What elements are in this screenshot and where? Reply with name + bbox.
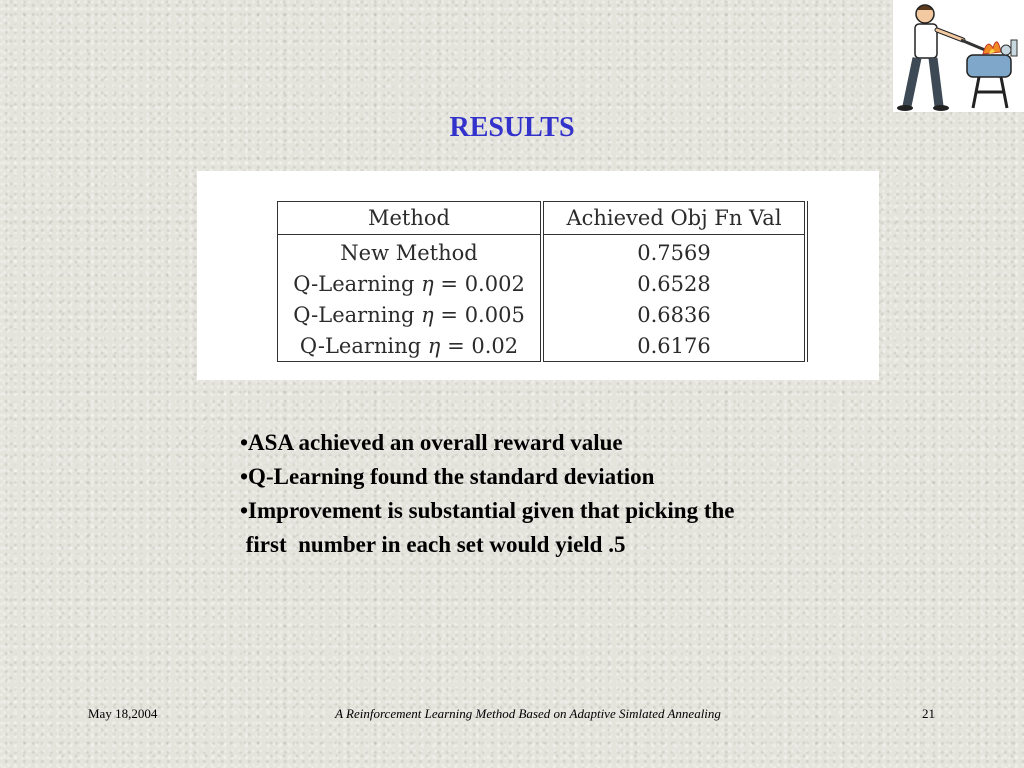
method-cell xyxy=(278,299,543,330)
footer-page-number: 21 xyxy=(922,706,935,721)
method-cell xyxy=(278,268,543,299)
method-name: Q-Learning xyxy=(293,302,415,327)
table-header-row xyxy=(278,202,807,235)
eta-value: 0.005 xyxy=(464,302,525,327)
eta-symbol: η xyxy=(421,302,434,327)
bullet-item: •Q-Learning found the standard deviation xyxy=(240,464,655,489)
table-row xyxy=(278,268,807,299)
eta-value: 0.002 xyxy=(464,271,525,296)
table-row xyxy=(278,330,807,362)
blacksmith-clipart-icon xyxy=(893,0,1024,112)
footer-date: May 18,2004 xyxy=(88,706,158,721)
value-cell: 0.6836 xyxy=(542,299,806,330)
method-cell xyxy=(278,235,543,269)
eta-symbol: η xyxy=(421,271,434,296)
eta-value: 0.02 xyxy=(471,333,519,358)
equals-sign: = xyxy=(440,271,458,296)
bullet-item: •ASA achieved an overall reward value xyxy=(240,430,623,455)
value-cell: 0.6528 xyxy=(542,268,806,299)
results-table-panel xyxy=(197,171,879,380)
table-row xyxy=(278,299,807,330)
value-cell: 0.7569 xyxy=(542,235,806,269)
header-method: Method xyxy=(278,202,543,235)
method-name: Q-Learning xyxy=(293,271,415,296)
equals-sign: = xyxy=(440,302,458,327)
value-cell: 0.6176 xyxy=(542,330,806,362)
method-cell xyxy=(278,330,543,362)
method-name: Q-Learning xyxy=(299,333,422,358)
bullet-item: •Improvement is substantial given that picking the xyxy=(240,498,735,523)
results-table xyxy=(277,201,808,362)
eta-symbol: η xyxy=(427,333,441,358)
method-name: New Method xyxy=(340,240,478,265)
equals-sign: = xyxy=(447,333,465,358)
table-row xyxy=(278,235,807,269)
slide-title: RESULTS xyxy=(449,112,575,143)
header-obj-fn-val: Achieved Obj Fn Val xyxy=(542,202,806,235)
bullet-list xyxy=(240,426,880,562)
footer-presentation-title: A Reinforcement Learning Method Based on Adaptive Simlated Annealing xyxy=(335,706,721,721)
bullet-item-continuation: first number in each set would yield .5 xyxy=(240,532,626,557)
